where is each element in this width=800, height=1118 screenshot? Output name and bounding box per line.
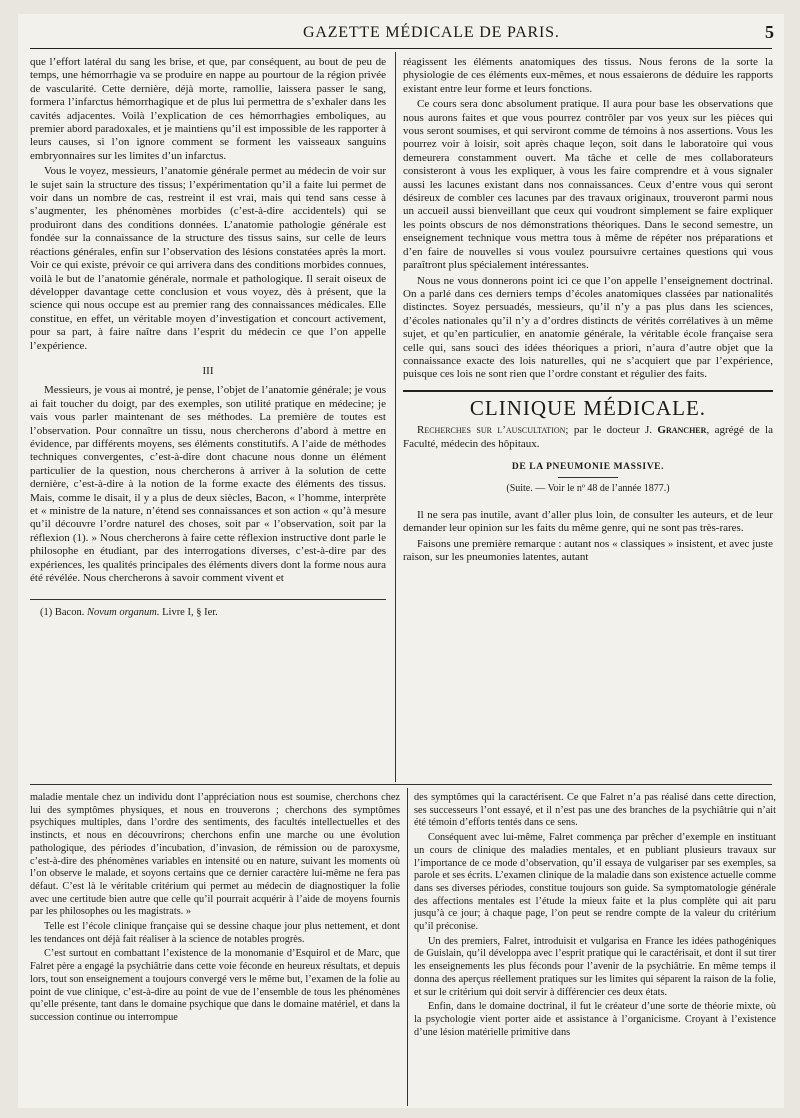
byline-title: Recherches sur l’auscultation	[417, 424, 566, 437]
lower-right-column	[414, 792, 776, 1041]
article-subheading: DE LA PNEUMONIE MASSIVE.	[511, 462, 665, 473]
footnote-title: Novum organum.	[86, 607, 160, 619]
page-number: 5	[765, 22, 774, 42]
journal-title: GAZETTE MÉDICALE DE PARIS.	[303, 24, 560, 41]
upper-left-column	[30, 56, 386, 620]
paragraph: Conséquent avec lui-même, Falret commença par prêcher d’exemple en instituant un cours de clinique des maladies mentales, et en publiant plusieurs travaux sur l’importance de ce mode d’observation, qu’il essaya de vulgariser par ses exemples, sa parole et ses écrits. L’examen clinique de la maladie dans son existence actuelle comme dans ses diverses périodes, constitue toujours son guide. Sa symptomatologie générale des affections mentales est l’étude la mieux faite et la plus complète qui ait paru jusqu’à ce jour; à chaque page, l’on peut se rendre compte de la valeur du critérium qu’il préconise.	[414, 832, 776, 933]
paragraph: Un des premiers, Falret, introduisit et vulgarisa en France les idées pathogéniques de Guislain, qu’il développa avec l’esprit pratique qui le caractérisait, et dont il sut tirer les enseignements les plus féconds pour l’avenir de la psychiâtrie. En même temps il donna des aperçus réellement pratiques sur les limites qui séparent la raison de la folie, et sur le critérium qui doit servir à différencier ces deux états.	[414, 935, 776, 998]
section-number: III	[202, 364, 214, 377]
paragraph: Ce cours sera donc absolument pratique. Il aura pour base les observations que nous aurons faites et que vous pourrez contrôler par vos yeux sur les pièces qui vous seront soumises, et qui serviront comme de témoins à nos assertions. Vous les pourrez voir à loisir, soit après chaque leçon, soit dans le laboratoire qui vous demeurera constamment ouvert. Ma tâche et celle de mes collaborateurs consisteront à vous les expliquer, à vous les faire comprendre et à vous signaler aussi les lacunes existant dans nos connaissances. Ceux d’entre vous qui seront désireux de combler ces lacunes par des travaux originaux, trouveront parmi nous un accueil aussi bienveillant que ceux qui voudront simplement se faire expliquer les points obscurs de nos démonstrations théoriques. Dans le second semestre, un enseignement technique vous mettra tous à même de répéter nos préparations et d’en faire de nouvelles si vous voulez poursuivre certaines questions qui vous paraîtront plus spécialement intéressantes.	[403, 98, 773, 272]
page-header	[18, 14, 784, 48]
footnote-suffix: Livre I, § Ier.	[159, 607, 218, 619]
paragraph: Telle est l’école clinique française qui se dessine chaque jour plus nettement, et dont les tendances ont déjà fait réaliser à la science de notables progrès.	[30, 921, 400, 945]
footnote-rule	[30, 599, 386, 600]
paragraph: Vous le voyez, messieurs, l’anatomie générale permet au médecin de voir sur le sujet sain la structure des tissus; l’expérimentation qu’il a faite lui permet de voir dans un nombre de cas, restreint il est vrai, mais qui tend sans cesse à s’augmenter, les phénomènes morbides (c’est-à-dire accidentels) qui se produiront dans des conditions données. L’anatomie pathologie générale est fondée sur la connaissance de la structure des tissus sains, sur celle de leurs réactions générales, enfin sur l’observation des lésions constatées après la mort. Voir ce qui existe, prévoir ce qui arrivera dans des conditions morbides connues, voilà le but de l’anatomie générale, normale et pathologique. Il serait oiseux de développer davantage cette conclusion et vous voyez, dès à présent, que la science qui nous occupe est au premier rang des connaissances médicales. Elle constitue, en effet, un véritable moyen d’investigation et concourt activement, pour sa part, à faire naître dans l’esprit du médecin ce que l’on appelle l’expérience.	[30, 165, 386, 352]
paragraph: maladie mentale chez un individu dont l’appréciation nous est soumise, cherchons chez lui des symptômes physiques, et nous en trouverons ; cherchons des symptômes psychiques multiples, dans l’ordre des sentiments, des facultés intellectuelles et des instincts, et nous en découvrirons; cherchons enfin une marche ou une évolution pathologique, des périodes d’incubation, d’invasion, de rémission ou de paroxysme, c’est-à-dire des phénomènes variables en intensité ou en nature, suivant les moments où l’on observe le malade, et soyons certains que ce dernier caractère lui-même ne fera pas défaut. C’est là le véritable critérium qui permet au médecin de diagnostiquer la folie avec une certitude bien autre que celle qu’il pourrait acquérir à l’aide de moyens fournis par les philosophes ou les magistrats. »	[30, 792, 400, 918]
paragraph: Enfin, dans le domaine doctrinal, il fut le créateur d’une sorte de théorie mixte, où la psychologie vient porter aide et assistance à l’organicisme. Croyant à l’existence d’une lésion matérielle primitive dans	[414, 1001, 776, 1038]
footnote-prefix: (1) Bacon.	[40, 607, 87, 619]
section-rule	[403, 390, 773, 392]
subheading-rule	[558, 477, 618, 478]
continuation-note: (Suite. — Voir le nº 48 de l’année 1877.)	[506, 482, 670, 494]
section-divider-rule	[30, 784, 772, 785]
column-divider-upper	[395, 52, 396, 782]
byline-connector: ; par le docteur J.	[565, 424, 658, 437]
lower-left-column	[30, 792, 400, 1027]
footnote	[30, 606, 386, 619]
article-byline	[403, 423, 773, 451]
byline-affiliation: , agrégé de la Faculté, médecin des hôpitaux.	[403, 424, 773, 451]
paragraph: réagissent les éléments anatomiques des tissus. Nous ferons de la sorte la physiologie de ces éléments eux-mêmes, et nous essaierons de déduire les rapports existant entre leur forme et leurs fonctions.	[403, 56, 773, 95]
newspaper-page	[18, 14, 784, 1108]
header-rule	[30, 48, 772, 49]
paragraph: Faisons une première remarque : autant nos « classiques » insistent, et avec juste raison, sur les pneumonies latentes, autant	[403, 537, 773, 564]
paragraph: Il ne sera pas inutile, avant d’aller plus loin, de consulter les auteurs, et de leur demander leur opinion sur les faits du même genre, qui ne sont pas très-rares.	[403, 508, 773, 535]
section-title: CLINIQUE MÉDICALE.	[469, 395, 707, 420]
paragraph: C’est surtout en combattant l’existence de la monomanie d’Esquirol et de Marc, que Falret père a engagé la psychiâtrie dans cette voie féconde en heureux résultats, et depuis lors, tout son enseignement a toujours convergé vers le même but, l’examen de la folie au point de vue clinique, c’est-à-dire au point de vue de l’ensemble de tous les phénomènes qu’elle présente, tant dans le domaine psychique que dans le domaine matériel, et dans la succession continue ou interrompue	[30, 948, 400, 1023]
paragraph: des symptômes qui la caractérisent. Ce que Falret n’a pas réalisé dans cette direction, ses successeurs l’ont essayé, et il n’est pas une des branches de la psychiâtrie qui n’ait été témoin d’efforts tentés dans ce sens.	[414, 792, 776, 829]
paragraph: Messieurs, je vous ai montré, je pense, l’objet de l’anatomie générale; je vous ai fait toucher du doigt, par des exemples, son utilité pratique en médecine; je vais vous parler maintenant de ses méthodes. La première de toutes est l’observation. Pour connaître un tissu, nous chercherons d’abord à mettre en évidence, par différents moyens, ses éléments constitutifs. A l’aide de méthodes techniques convergentes, c’est-à-dire dont chacune nous donne un élément particulier de la question, nous chercherons à arriver à la solution de cette dernière, c’est-à-dire à la notion de la forme exacte des éléments des tissus. Mais, comme le disait, il y a plus de deux siècles, Bacon, « l’homme, interprète et « ministre de la nature, n’étend ses connaissances et son action « qu’à mesure qu’il découvre l’ordre naturel des choses, soit par « l’observation, soit par la réflexion (1). » Nous chercherons à faire cette réflexion instructive dont parle le philosophe en étudiant, par des interrogations diverses, c’est-à-dire par des expériences, les qualités principales des éléments divers dont la forme nous aura été révélée. Nous chercherons à savoir comment vivent et	[30, 384, 386, 585]
paragraph: Nous ne vous donnerons point ici ce que l’on appelle l’enseignement doctrinal. On a parlé dans ces derniers temps d’écoles anatomiques classées par nationalités distinctes. Soyez persuadés, messieurs, qu’il n’y a pas plus dans les sciences, d’écoles nationales qu’il n’y a d’ordres distincts de vérités corrélatives à un même sujet, et qu’en particulier, en anatomie générale, la véritable école française sera celle qui, sans souci des idées théoriques a priori, n’aura d’autre objet que la connaissance exacte des lois naturelles, qui ne s’acquiert que par l’expérience, puisque ces lois ne sont rien que l’ordre constant et régulier des faits.	[403, 274, 773, 381]
byline-author: Grancher	[657, 424, 707, 437]
column-divider-lower	[407, 788, 408, 1106]
upper-right-column	[403, 56, 773, 567]
paragraph: que l’effort latéral du sang les brise, et que, par conséquent, au bout de peu de temps, une hémorrhagie va se produire en nappe au pourtour de la région privée de vascularité. Cette dernière, déjà morte, ramollie, laissera passer le sang, formera l’infarctus hémorrhagique et de plus lui permettra de s’exhaler dans les cavités adjacentes. Voilà l’explication de ces hémorrhagies emboliques, au premier abord paradoxales, et je maintiens qu’il est impossible de les rapporter à leurs causes, si l’on ignore comment se forment les vaisseaux sanguins embryonnaires sur les limites d’un infarctus.	[30, 56, 386, 162]
